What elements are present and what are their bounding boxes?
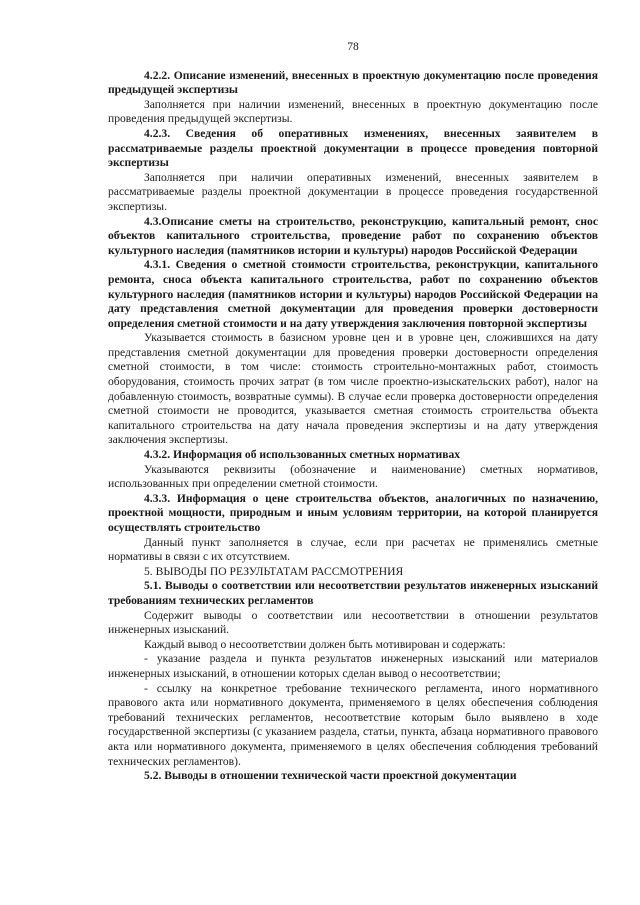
list-item-section-reference: - указание раздела и пункта результатов инженерных изысканий или материалов инженерных изысканий, в отношении которых сделан вывод о несоответствии; <box>108 652 598 680</box>
heading-4-2-3: 4.2.3. Сведения об оперативных изменениях, внесенных заявителем в рассматриваемые разделы проектной документации в процессе проведения повторной экспертизы <box>108 126 598 170</box>
heading-4-3-3: 4.3.3. Информация о цене строительства объектов, аналогичных по назначению, проектной мощности, природным и иным условиям территории, на которой планируется осуществлять строительство <box>108 491 598 534</box>
list-item-regulation-reference: - ссылку на конкретное требование технического регламента, иного нормативного правового акта или нормативного документа, применяемого в целях обеспечения соблюдения требований технических регламентов, несоответствие которым было выявлено в ходе государственной экспертизы (с указанием раздела, статьи, пункта, абзаца нормативного правового акта или нормативного документа, применяемого в целях обеспечения соблюдения требований технических регламентов). <box>108 681 598 768</box>
section-5-title: 5. ВЫВОДЫ ПО РЕЗУЛЬТАТАМ РАССМОТРЕНИЯ <box>144 564 404 578</box>
heading-4-3-1: 4.3.1. Сведения о сметной стоимости строительства, реконструкции, капитального ремонта, сноса объекта капитального строительства, работ по сохранению объектов культурного наследия (памятников истории и культуры) народов Российской Федерации на дату представления сметной документации для проведения проверки достоверности определения сметной стоимости и на дату утверждения заключения повторной экспертизы <box>108 258 598 330</box>
paragraph-4-3-3-body: Данный пункт заполняется в случае, если при расчетах не применялись сметные нормативы в связи с их отсутствием. <box>108 535 598 564</box>
paragraph-4-2-3-body: Заполняется при наличии оперативных изменений, внесенных заявителем в рассматриваемые разделы проектной документации в процессе проведения государственной экспертизы. <box>108 170 598 213</box>
heading-5-2: 5.2. Выводы в отношении технической части проектной документации <box>144 769 517 783</box>
heading-4-3-2: 4.3.2. Информация об использованных сметных нормативах <box>144 448 461 462</box>
paragraph-4-3-2-body: Указываются реквизиты (обозначение и наименование) сметных нормативов, использованных при определении сметной стоимости. <box>108 462 598 491</box>
page-number: 78 <box>347 40 359 53</box>
paragraph-5-1-body: Содержит выводы о соответствии или несоответствии в отношении результатов инженерных изысканий. <box>108 608 598 637</box>
heading-4-2-2: 4.2.2. Описание изменений, внесенных в проектную документацию после проведения предыдущей экспертизы <box>108 68 598 97</box>
paragraph-5-1-requirements: Каждый вывод о несоответствии должен быть мотивирован и содержать: <box>144 637 506 651</box>
paragraph-4-3-1-body: Указывается стоимость в базисном уровне цен и в уровне цен, сложившихся на дату представления сметной документации для проведения проверки достоверности определения сметной стоимости, в том числе: стоимость строительно-монтажных работ, стоимость оборудования, стоимость прочих затрат (в том числе проектно-изыскательских работ), налог на добавленную стоимость, возвратные суммы). В случае если проверка достоверности определения сметной стоимости не проводится, указывается сметная стоимость строительства объекта капитального строительства на дату начала проведения экспертизы и на дату утверждения заключения экспертизы. <box>108 331 598 447</box>
paragraph-4-2-2-body: Заполняется при наличии изменений, внесенных в проектную документацию после проведения предыдущей экспертизы. <box>108 97 598 126</box>
heading-4-3: 4.3.Описание сметы на строительство, реконструкцию, капитальный ремонт, снос объектов капитального строительства, проведение работ по сохранению объектов культурного наследия (памятников истории и культуры) народов Российской Федерации <box>108 214 598 257</box>
heading-5-1: 5.1. Выводы о соответствии или несоответствии результатов инженерных изысканий требованиям технических регламентов <box>108 579 598 607</box>
